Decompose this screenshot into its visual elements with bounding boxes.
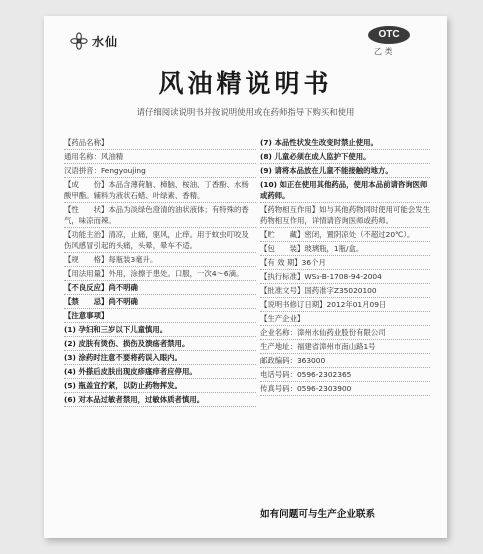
leaflet-sheet	[44, 16, 447, 538]
left-column-row: (2) 皮肤有烫伤、损伤及溃疡者禁用。	[64, 337, 256, 351]
left-column-row: (4) 外搽后皮肤出现皮疹瘙痒者应停用。	[64, 365, 256, 379]
brand-logo	[70, 32, 118, 50]
right-column-row: 【生产企业】	[260, 312, 430, 326]
right-column-row: 【包 装】玻璃瓶，1瓶/盒。	[260, 242, 430, 256]
left-column-row: 汉语拼音：Fengyoujing	[64, 164, 256, 178]
left-column-row: 【规 格】每瓶装3毫升。	[64, 253, 256, 267]
left-column-row: 【用法用量】外用，涂擦于患处。口服，一次4～6滴。	[64, 267, 256, 281]
right-column-row: 【执行标准】WS₃-B-1708-94-2004	[260, 270, 430, 284]
left-column-row: (6) 对本品过敏者禁用，过敏体质者慎用。	[64, 393, 256, 407]
narcissus-flower-icon	[70, 32, 88, 50]
right-column-row: (7) 本品性状发生改变时禁止使用。	[260, 136, 430, 150]
right-column-row: 生产地址：福建省漳州市南山路1号	[260, 340, 430, 354]
left-column-row: 【注意事项】	[64, 309, 256, 323]
otc-badge: OTC	[368, 26, 410, 44]
right-column-row: 邮政编码：363000	[260, 354, 430, 368]
left-column	[64, 136, 256, 407]
right-column-row: 【药物相互作用】如与其他药物同时使用可能会发生药物相互作用，详情请咨询医师或药师。	[260, 203, 430, 228]
otc-class-label: 乙 类	[374, 47, 393, 56]
right-column-row: (8) 儿童必须在成人监护下使用。	[260, 150, 430, 164]
left-column-row: (3) 涂药时注意不要将药误入眼内。	[64, 351, 256, 365]
left-column-row: (1) 孕妇和三岁以下儿童慎用。	[64, 323, 256, 337]
left-column-row: 【药品名称】	[64, 136, 256, 150]
usage-notice: 请仔细阅读说明书并按说明使用或在药师指导下购买和使用	[136, 107, 355, 117]
left-column-row: 【功能主治】清凉，止痛，驱风，止痒。用于蚊虫叮咬及伤风感冒引起的头痛，头晕，晕车不适。	[64, 228, 256, 253]
right-column-row: 电话号码：0596-2302365	[260, 368, 430, 382]
page-title: 风油精说明书	[158, 69, 333, 98]
left-column-row: 【成 份】本品含薄荷脑、樟脑、桉油、丁香酚、水杨酸甲酯。辅料为液状石蜡、叶绿素、香精。	[64, 178, 256, 203]
right-column-row: 【说明书修订日期】2012年01月09日	[260, 298, 430, 312]
right-column-row: 【有 效 期】36个月	[260, 256, 430, 270]
left-column-row: 【性 状】本品为淡绿色澄清的油状液体；有特殊的香气，味凉而辣。	[64, 203, 256, 228]
right-column-row: 传真号码：0596-2303900	[260, 382, 430, 396]
brand-name: 水仙	[92, 34, 119, 49]
right-column	[260, 136, 430, 396]
left-column-row: 【不良反应】尚不明确	[64, 281, 256, 295]
right-column-row: 【批准文号】国药准字Z35020100	[260, 284, 430, 298]
right-column-row: 【贮 藏】密闭，置阴凉处（不超过20℃）。	[260, 228, 430, 242]
right-column-row: (10) 如正在使用其他药品，使用本品前请咨询医师或药师。	[260, 178, 430, 203]
left-column-row: (5) 瓶盖宜拧紧，以防止药物挥发。	[64, 379, 256, 393]
right-column-row: 企业名称：漳州水仙药业股份有限公司	[260, 326, 430, 340]
left-column-row: 通用名称：风油精	[64, 150, 256, 164]
contact-note: 如有问题可与生产企业联系	[260, 509, 376, 520]
right-column-row: (9) 请将本品放在儿童不能接触的地方。	[260, 164, 430, 178]
left-column-row: 【禁 忌】尚不明确	[64, 295, 256, 309]
